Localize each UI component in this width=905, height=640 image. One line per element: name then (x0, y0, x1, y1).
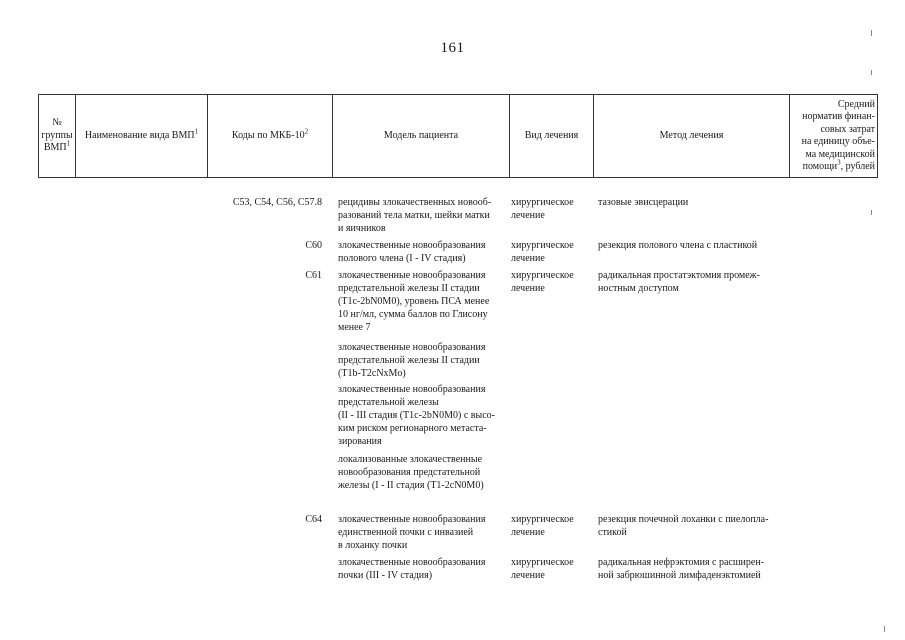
patient-model-cell (338, 556, 508, 582)
header-cost-line: на единицу объе- (801, 136, 875, 147)
table-header (38, 94, 878, 178)
text-line: злокачественные новообразования (338, 514, 486, 525)
text-line: предстательной железы (338, 397, 439, 408)
treatment-method-cell (598, 196, 788, 209)
text-line: (II - III стадия (T1c-2bN0M0) с высо- (338, 410, 496, 421)
header-mkb-codes (208, 95, 333, 178)
patient-model-cell (338, 341, 508, 380)
patient-model-cell (338, 383, 508, 448)
header-group-number-line: ВМП (43, 142, 67, 154)
header-cost-line: Средний (837, 98, 875, 110)
text-line: ким риском регионарного метаста- (338, 423, 487, 434)
text-line: радикальная простатэктомия промеж- (598, 270, 760, 281)
treatment-type-cell (511, 556, 591, 582)
header-patient-model: Модель пациента (333, 95, 510, 178)
header-cost (790, 95, 878, 178)
header-vmp-name (76, 95, 208, 178)
text-line: ностным доступом (598, 283, 679, 294)
footnote-mark: 3 (837, 158, 841, 167)
text-line: радикальная нефрэктомия с расширен- (598, 557, 765, 568)
treatment-type-cell (511, 196, 591, 222)
text-line: зирования (338, 436, 382, 447)
scan-artifact (884, 626, 885, 632)
text-line: в лоханку почки (338, 540, 408, 551)
patient-model-cell (338, 453, 508, 492)
scan-artifact (871, 70, 872, 75)
patient-model-cell (338, 269, 508, 334)
text-line: резекция полового члена с пластикой (598, 240, 758, 251)
patient-model-cell (338, 513, 508, 552)
treatment-type-cell (511, 269, 591, 295)
text-line: лечение (511, 283, 545, 294)
footnote-mark: 1 (66, 139, 71, 148)
header-mkb-codes-text: Коды по МКБ-10 (231, 129, 305, 141)
text-line: хирургическое (511, 197, 574, 208)
text-line: локализованные злокачественные (338, 454, 483, 465)
scan-artifact (871, 210, 872, 215)
text-line: злокачественные новообразования (338, 270, 486, 281)
mkb-code-cell: С60 (305, 240, 322, 251)
treatment-method-cell (598, 556, 788, 582)
text-line: лечение (511, 210, 545, 221)
text-line: тазовые эвисцерации (598, 197, 689, 208)
text-line: хирургическое (511, 514, 574, 525)
text-line: и яичников (338, 223, 386, 234)
header-cost-line: норматив финан- (802, 111, 875, 122)
text-line: злокачественные новообразования (338, 384, 486, 395)
scan-artifact (871, 30, 872, 36)
footnote-mark: 2 (304, 127, 309, 136)
header-cost-line: помощи (802, 161, 838, 172)
text-line: лечение (511, 570, 545, 581)
header-treatment-type: Вид лечения (510, 95, 594, 178)
text-line: предстательной железы II стадии (338, 283, 480, 294)
footnote-mark: 1 (194, 127, 199, 136)
text-line: 10 нг/мл, сумма баллов по Глисону (338, 309, 488, 320)
header-vmp-name-text: Наименование вида ВМП (84, 129, 195, 141)
text-line: железы (I - II стадия (T1-2cN0M0) (338, 480, 484, 491)
text-line: разований тела матки, шейки матки (338, 210, 490, 221)
header-group-number-line: № (52, 117, 62, 129)
header-cost-line: ма медицинской (805, 148, 875, 160)
text-line: стикой (598, 527, 627, 538)
text-line: хирургическое (511, 270, 574, 281)
text-line: лечение (511, 253, 545, 264)
mkb-code-cell: С61 (305, 270, 322, 281)
text-line: единственной почки с инвазией (338, 527, 474, 538)
treatment-type-cell (511, 513, 591, 539)
text-line: рецидивы злокачественных новооб- (338, 197, 492, 208)
text-line: менее 7 (338, 322, 371, 333)
treatment-method-cell (598, 239, 788, 252)
mkb-code-cell: С64 (305, 514, 322, 525)
patient-model-cell (338, 196, 508, 235)
header-cost-line: , рублей (840, 161, 875, 172)
page-number: 161 (440, 40, 465, 56)
header-group-number-line: группы (41, 129, 73, 141)
treatment-method-cell (598, 269, 788, 295)
text-line: почки (III - IV стадия) (338, 570, 433, 581)
header-group-number (39, 95, 76, 178)
text-line: (T1c-2bN0M0), уровень ПСА менее (338, 296, 490, 307)
text-line: (T1b-T2cNxMo) (338, 368, 406, 379)
header-treatment-method: Метод лечения (594, 95, 790, 178)
text-line: злокачественные новообразования (338, 240, 486, 251)
text-line: хирургическое (511, 240, 574, 251)
text-line: ной забрюшинной лимфаденэктомией (598, 570, 761, 581)
patient-model-cell (338, 239, 508, 265)
text-line: полового члена (I - IV стадия) (338, 253, 466, 264)
header-cost-line: совых затрат (820, 123, 875, 135)
text-line: новообразования предстательной (338, 467, 481, 478)
mkb-code-cell: С53, С54, С56, С57.8 (232, 197, 322, 208)
text-line: лечение (511, 527, 545, 538)
treatment-method-cell (598, 513, 788, 539)
text-line: хирургическое (511, 557, 574, 568)
text-line: злокачественные новообразования (338, 342, 486, 353)
text-line: злокачественные новообразования (338, 557, 486, 568)
treatment-type-cell (511, 239, 591, 265)
text-line: резекция почечной лоханки с пиелопла- (598, 514, 769, 525)
text-line: предстательной железы II стадии (338, 355, 480, 366)
